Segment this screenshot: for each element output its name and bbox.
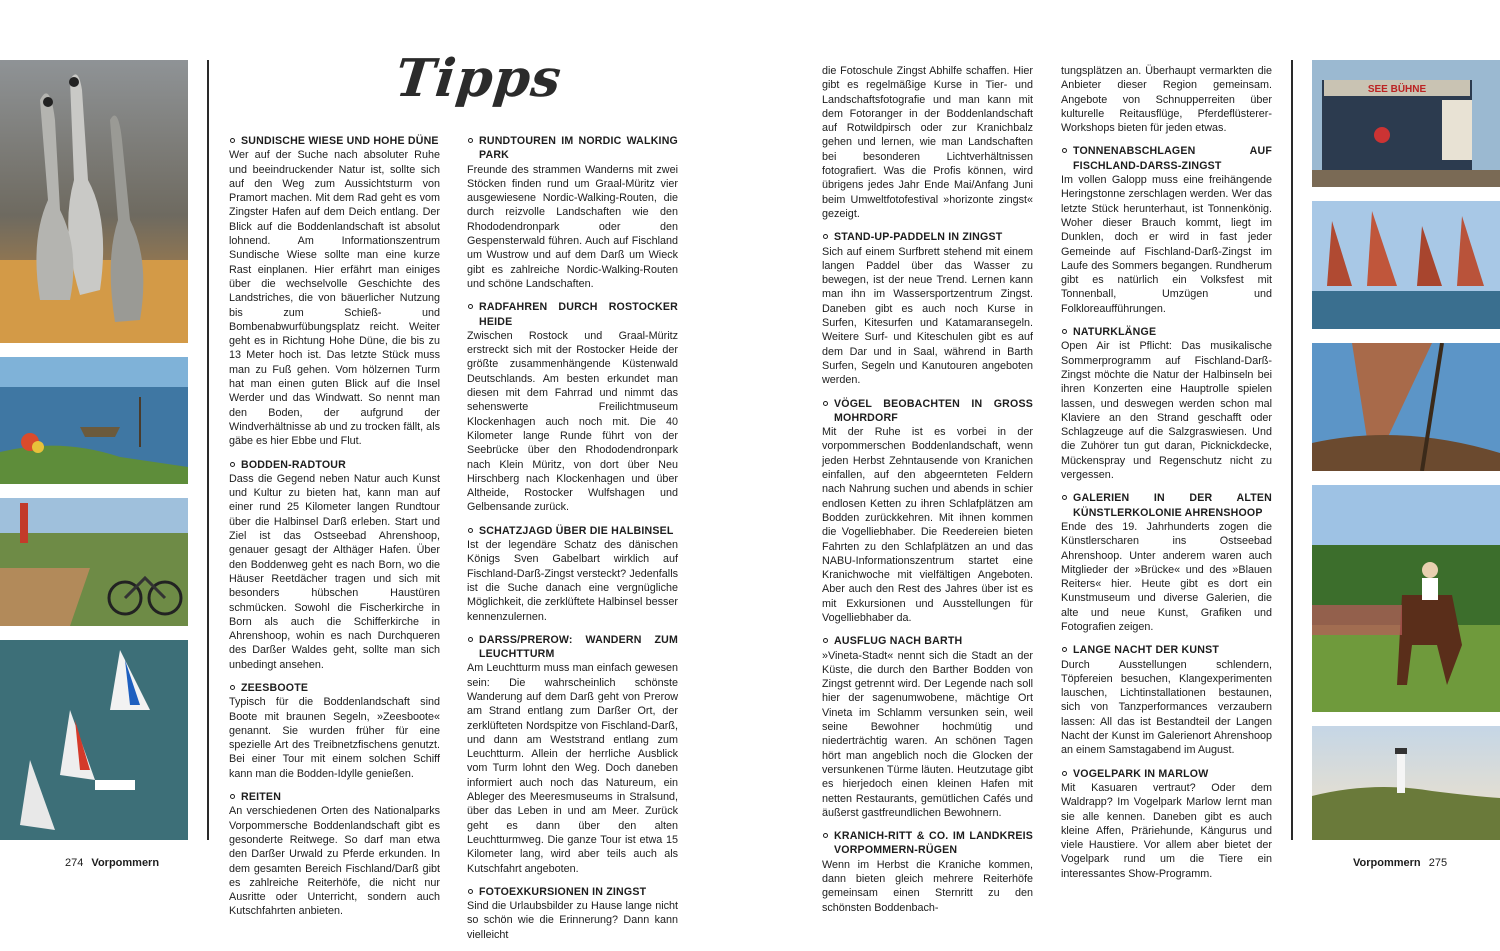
tip-section xyxy=(822,829,1033,915)
tip-heading: BODDEN-RADTOUR xyxy=(229,458,440,472)
tip-section xyxy=(822,397,1033,626)
tip-heading: RUNDTOUREN IM NORDIC WALKING PARK xyxy=(467,134,678,163)
red-sails-photo xyxy=(1312,201,1500,329)
sign-text: SEE BÜHNE xyxy=(1367,84,1427,95)
tip-section xyxy=(467,885,678,942)
tip-heading: NATURKLÄNGE xyxy=(1061,325,1272,339)
tip-section xyxy=(467,524,678,624)
bicycles-photo xyxy=(0,498,188,626)
tip-heading: VÖGEL BEOBACHTEN IN GROSS MOHRDORF xyxy=(822,397,1033,426)
tip-body: Mit Kasuaren vertraut? Oder dem Waldrapp? Im Vogelpark Marlow lernt man sie alle kennen. Daneben gibt es auch kleine Affen, Präriehunde, Kängurus und viele Haustiere. Vor allem aber bietet der Vogelpark rund um die Tiere ein interessantes Show-Programm. xyxy=(1061,781,1272,880)
tip-body: tungsplätzen an. Überhaupt vermarkten die Anbieter dieser Region gemeinsam. Angebote von Schnupperreiten über kulturelle Reitausflüge, Pferdeflüsterer-Workshops bieten für jeden etwas. xyxy=(1061,65,1272,135)
tip-section xyxy=(1061,767,1272,881)
tip-section xyxy=(1061,144,1272,316)
tip-section xyxy=(1061,491,1272,634)
tip-body: »Vineta-Stadt« nennt sich die Stadt an der Küste, die durch den Barther Bodden von Zingst getrennt wird. Der Legende nach soll hier der sagenumwobene, mächtige Ort Vineta im Schlamm versunken sein, weil seine Bewohner hochmütig und niederträchtig waren. An schönen Tagen hört man angeblich noch die Glocken der versunkenen Türme läuten. Heutzutage gibt es hierjedoch einen kleinen Hafen mit netten Restaurants, gemütlichen Cafés und äußerst gastfreundlichen Bewohnern. xyxy=(822,649,1033,819)
tip-section xyxy=(229,790,440,919)
page-number-right: 275 xyxy=(1428,857,1448,869)
tip-heading: SUNDISCHE WIESE UND HOHE DÜNE xyxy=(229,134,440,148)
tip-body: Ist der legendäre Schatz des dänischen Königs Sven Gabelbart wirklich auf Fischland-Darß-Zingst versteckt? Jedenfalls ist die Suche danach eine vergnügliche Möglichkeit, die zerklüftete Halbinsel besser kennenzulernen. xyxy=(467,539,678,623)
tip-body: Wenn im Herbst die Kraniche kommen, dann bieten gleich mehrere Reiterhöfe gemeinsam einen Sternritt zu den schönsten Boddenbach- xyxy=(822,858,1033,914)
tip-body: Am Leuchtturm muss man einfach gewesen sein: Die wahrscheinlich schönste Wanderung auf dem Darß geht von Prerow am Strand entlang zum Darßer Ort, der zerklüfteten Nordspitze von Fischland-Darß, und dann am Weststrand entlang zum Leuchtturm. Allein der herrliche Ausblick vom Turm lohnt den Weg. Doch daneben informiert auch noch das Natureum, ein Ableger des Meeresmuseums in Stralsund, über das Leben in und am Meer. Zurück geht es dann über den alten Leuchtturmweg. Die ganze Tour ist etwa 15 Kilometer lang, wird aber teils auch als Kutschfahrt angeboten. xyxy=(467,662,678,875)
tip-body: die Fotoschule Zingst Abhilfe schaffen. Hier gibt es regelmäßige Kurse in Tier- und Landschaftsfotografie und man kann mit dem Fotoranger in der Boddenlandschaft auf Rotwildpirsch oder zur Kranichbalz gehen und lernen, wie man Landschaften bei besonderen Lichtverhältnissen fotografiert. Was die Profis können, wird übrigens jedes Jahr Ende Mai/Anfang Juni beim Umweltfotofestival »horizonte zingst« gezeigt. xyxy=(822,65,1033,220)
tip-body: Sind die Urlaubsbilder zu Hause lange nicht so schön wie die Erinnerung? Dann kann vielleicht xyxy=(467,900,678,941)
tip-section xyxy=(1061,325,1272,482)
tip-heading: SCHATZJAGD ÜBER DIE HALBINSEL xyxy=(467,524,678,538)
page-title: Tipps xyxy=(392,48,565,109)
tip-section xyxy=(822,230,1033,387)
tip-body: Im vollen Galopp muss eine freihängende Heringstonne zerschlagen werden. Wer das letzte Stück herunterhaut, ist Tonnenkönig. Woher dieser Brauch kommt, liegt im Dunklen, doch er wird in fast jeder Gemeinde auf Fischland-Darß-Zingst im Laufe des Sommers begangen. Rundherum gibt es natürlich ein Volksfest mit Tonnenball, Umzügen und Folkloreaufführungen. xyxy=(1061,174,1272,315)
footer-right xyxy=(1353,857,1447,869)
seebuehne-photo xyxy=(1312,60,1500,187)
tip-heading: KRANICH-RITT & CO. IM LANDKREIS VORPOMMERN-RÜGEN xyxy=(822,829,1033,858)
tip-heading: FOTOEXKURSIONEN IN ZINGST xyxy=(467,885,678,899)
text-column-3 xyxy=(822,64,1033,924)
tip-body: Sich auf einem Surfbrett stehend mit einem langen Paddel über das Wasser zu bewegen, ist der neue Trend. Lernen kann man ihn im Wassersportzentrum Zingst. Daneben gibt es auch noch Kurse in Surfen, Kitesurfen und Katamaransegeln. Weitere Surf- und Kiteschulen gibt es auf dem Dar und in Saal, während in Barth Surfen, Segeln und Kanutouren angeboten werden. xyxy=(822,245,1033,387)
tip-section xyxy=(1061,64,1272,135)
text-column-2 xyxy=(467,134,678,951)
tip-heading: GALERIEN IN DER ALTEN KÜNSTLERKOLONIE AHRENSHOOP xyxy=(1061,491,1272,520)
sailboats-aerial-photo xyxy=(0,640,188,840)
tip-heading: RADFAHREN DURCH ROSTOCKER HEIDE xyxy=(467,300,678,329)
tip-heading: REITEN xyxy=(229,790,440,804)
tip-body: An verschiedenen Orten des Nationalparks Vorpommersche Boddenlandschaft gibt es gesonderte Reitwege. So darf man etwa den Darßer Urwald zu Pferde erkunden. In dem gesamten Bereich Fischland/Darß gibt es zahlreiche Reiterhöfe, die nicht nur Ausritte oder Unterricht, sondern auch Kutschfahrten anbieten. xyxy=(229,805,440,918)
tip-heading: DARSS/PREROW: WANDERN ZUM LEUCHTTURM xyxy=(467,633,678,662)
lake-boat-photo xyxy=(0,357,188,484)
tip-body: Mit der Ruhe ist es vorbei in der vorpommerschen Boddenlandschaft, wenn jeden Herbst Zehntausende von Kranichen einfallen, auf den abgeernteten Feldern nach Nahrung suchen und abends in schier endlosen Ketten zu ihren Schlafplätzen am Bodden zurückkehren. Mit ihnen kommen die Vogelliebhaber. Die Reedereien bieten Fahrten zu den Schlafplätzen an und das NABU-Informationszentrum startet eine Kranichwoche mit vielfältigen Angeboten. Aber auch den Rest des Jahres über ist es mit Exkursionen und Ausstellungen für Vogelliebhaber da. xyxy=(822,426,1033,624)
tip-body: Typisch für die Boddenlandschaft sind Boote mit braunen Segeln, »Zeesboote« genannt. Sie wurden früher für eine spezielle Art des Treibnetzfischens genutzt. Bei einer Tour mit einem solchen Schiff kann man die Bodden-Idylle genießen. xyxy=(229,696,440,780)
tip-heading: LANGE NACHT DER KUNST xyxy=(1061,643,1272,657)
tip-heading: ZEESBOOTE xyxy=(229,681,440,695)
tip-body: Wer auf der Suche nach absoluter Ruhe und beeindruckender Natur ist, sollte sich auf den Weg zum Aussichtsturm von Pramort machen. Mit dem Rad geht es vom Zingster Hafen auf dem Deich entlang. Der Blick auf die Boddenlandschaft ist absolut lohnend. Am Informationszentrum Sundische Wiese sollte man eine kurze Rast einplanen. Hier erfährt man einiges über die wechselvolle Geschichte des Landstriches, die von bäuerlicher Nutzung bis zum Schieß- und Bombenabwurfübungsplatz reicht. Weiter geht es in Richtung Hohe Düne, die bis zu 13 Meter hoch ist. Das letzte Stück muss man zu Fuß gehen. Vom hölzernen Turm hat man einen guten Blick auf die Insel Werder und das Windwatt. So nennt man den Boden, der aufgrund der Windverhältnisse ab und zu trocken fällt, als gäbe es hier Ebbe und Flut. xyxy=(229,149,440,448)
tip-body: Dass die Gegend neben Natur auch Kunst und Kultur zu bieten hat, kann man auf einer rund 25 Kilometer langen Rundtour über die Halbinsel Darß erleben. Start und Ziel ist das Ostseebad Ahrenshoop, genauer gesagt der Althäger Hafen. Über den Boddenweg geht es nach Born, wo die Häuser Reetdächer tragen und sich mit besonders hübschen Haustüren schmücken. Sowohl die Fischerkirche in Born als auch die Schifferkirche in Ahrenshoop, wohin es nach Durchqueren des Darßer Waldes geht, sollte man sich unbedingt ansehen. xyxy=(229,472,440,671)
riders-photo xyxy=(1312,485,1500,712)
tip-section xyxy=(229,681,440,781)
tip-heading: TONNENABSCHLAGEN AUF FISCHLAND-DARSS-ZINGST xyxy=(1061,144,1272,173)
left-column-rule xyxy=(207,60,209,840)
section-label-left: Vorpommern xyxy=(91,857,160,869)
tip-section xyxy=(467,300,678,514)
tip-body: Freunde des strammen Wanderns mit zwei Stöcken finden rund um Graal-Müritz vier ausgewiesene Nordic-Walking-Routen, die durch reizvolle Landschaften wie den Rhododendronpark oder den Gespensterwald führen. Auch auf Fischland um Wustrow und auf dem Darß um Wieck gibt es zahlreiche Nordic-Walking-Routen und schöne Landschaften. xyxy=(467,163,678,290)
tip-section xyxy=(467,134,678,291)
tip-section xyxy=(1061,643,1272,757)
text-column-1 xyxy=(229,134,440,928)
tip-section xyxy=(229,458,440,672)
tip-section xyxy=(822,634,1033,820)
tip-body: Ende des 19. Jahrhunderts zogen die Künstlerscharen ins Ostseebad Ahrenshoop. Unter anderem waren auch Mitglieder der »Brücke« und des »Blauen Reiters« hier. Heute gibt es dort ein Kunstmuseum und diverse Galerien, die alte und neue Kunst, Grafiken und Fotografien zeigen. xyxy=(1061,520,1272,633)
page-number-left: 274 xyxy=(65,857,84,869)
lighthouse-photo xyxy=(1312,726,1500,840)
tip-heading: AUSFLUG NACH BARTH xyxy=(822,634,1033,648)
crane-photo xyxy=(0,60,188,343)
tip-section xyxy=(229,134,440,449)
text-column-4 xyxy=(1061,64,1272,890)
tip-section xyxy=(467,633,678,876)
tip-body: Zwischen Rostock und Graal-Müritz erstreckt sich mit der Rostocker Heide der größte zusammenhängende Küstenwald Deutschlands. Am besten erkundet man diesen mit dem Fahrrad und nimmt das sehenswerte Freilichtmuseum Klockenhagen auch noch mit. Die 40 Kilometer lange Runde führt von der Seebrücke über den Rhododendronpark nach Klein Müritz, von dort über Neu Hirschberg nach Klockenhagen und über Altheide, Rostocker Wulfshagen und Gelbensande zurück. xyxy=(467,329,678,514)
boat-deck-photo xyxy=(1312,343,1500,471)
footer-left xyxy=(65,857,159,869)
section-label-right: Vorpommern xyxy=(1353,857,1421,869)
tip-body: Open Air ist Pflicht: Das musikalische Sommerprogramm auf Fischland-Darß-Zingst möchte die Natur der Halbinseln bei ihren Konzerten eine Hauptrolle spielen lassen, und deswegen werden schon mal Klaviere an den Strand geschafft oder Schlagzeuge auf die Salzgraswiesen. Und die Zuhörer tun gut daran, Picknickdecke, Mückenspray und Regenschutz nicht zu vergessen. xyxy=(1061,340,1272,482)
tip-body: Durch Ausstellungen schlendern, Töpfereien besuchen, Klangexperimenten lauschen, Lichtinstallationen bestaunen, sich von Tanzperformances verzaubern lassen: All das ist Bestandteil der Langen Nacht der Kunst im Galerienort Ahrenshoop an einem Samstagabend im August. xyxy=(1061,658,1272,757)
tip-heading: STAND-UP-PADDELN IN ZINGST xyxy=(822,230,1033,244)
right-column-rule xyxy=(1291,60,1293,840)
tip-heading: VOGELPARK IN MARLOW xyxy=(1061,767,1272,781)
tip-section xyxy=(822,64,1033,221)
